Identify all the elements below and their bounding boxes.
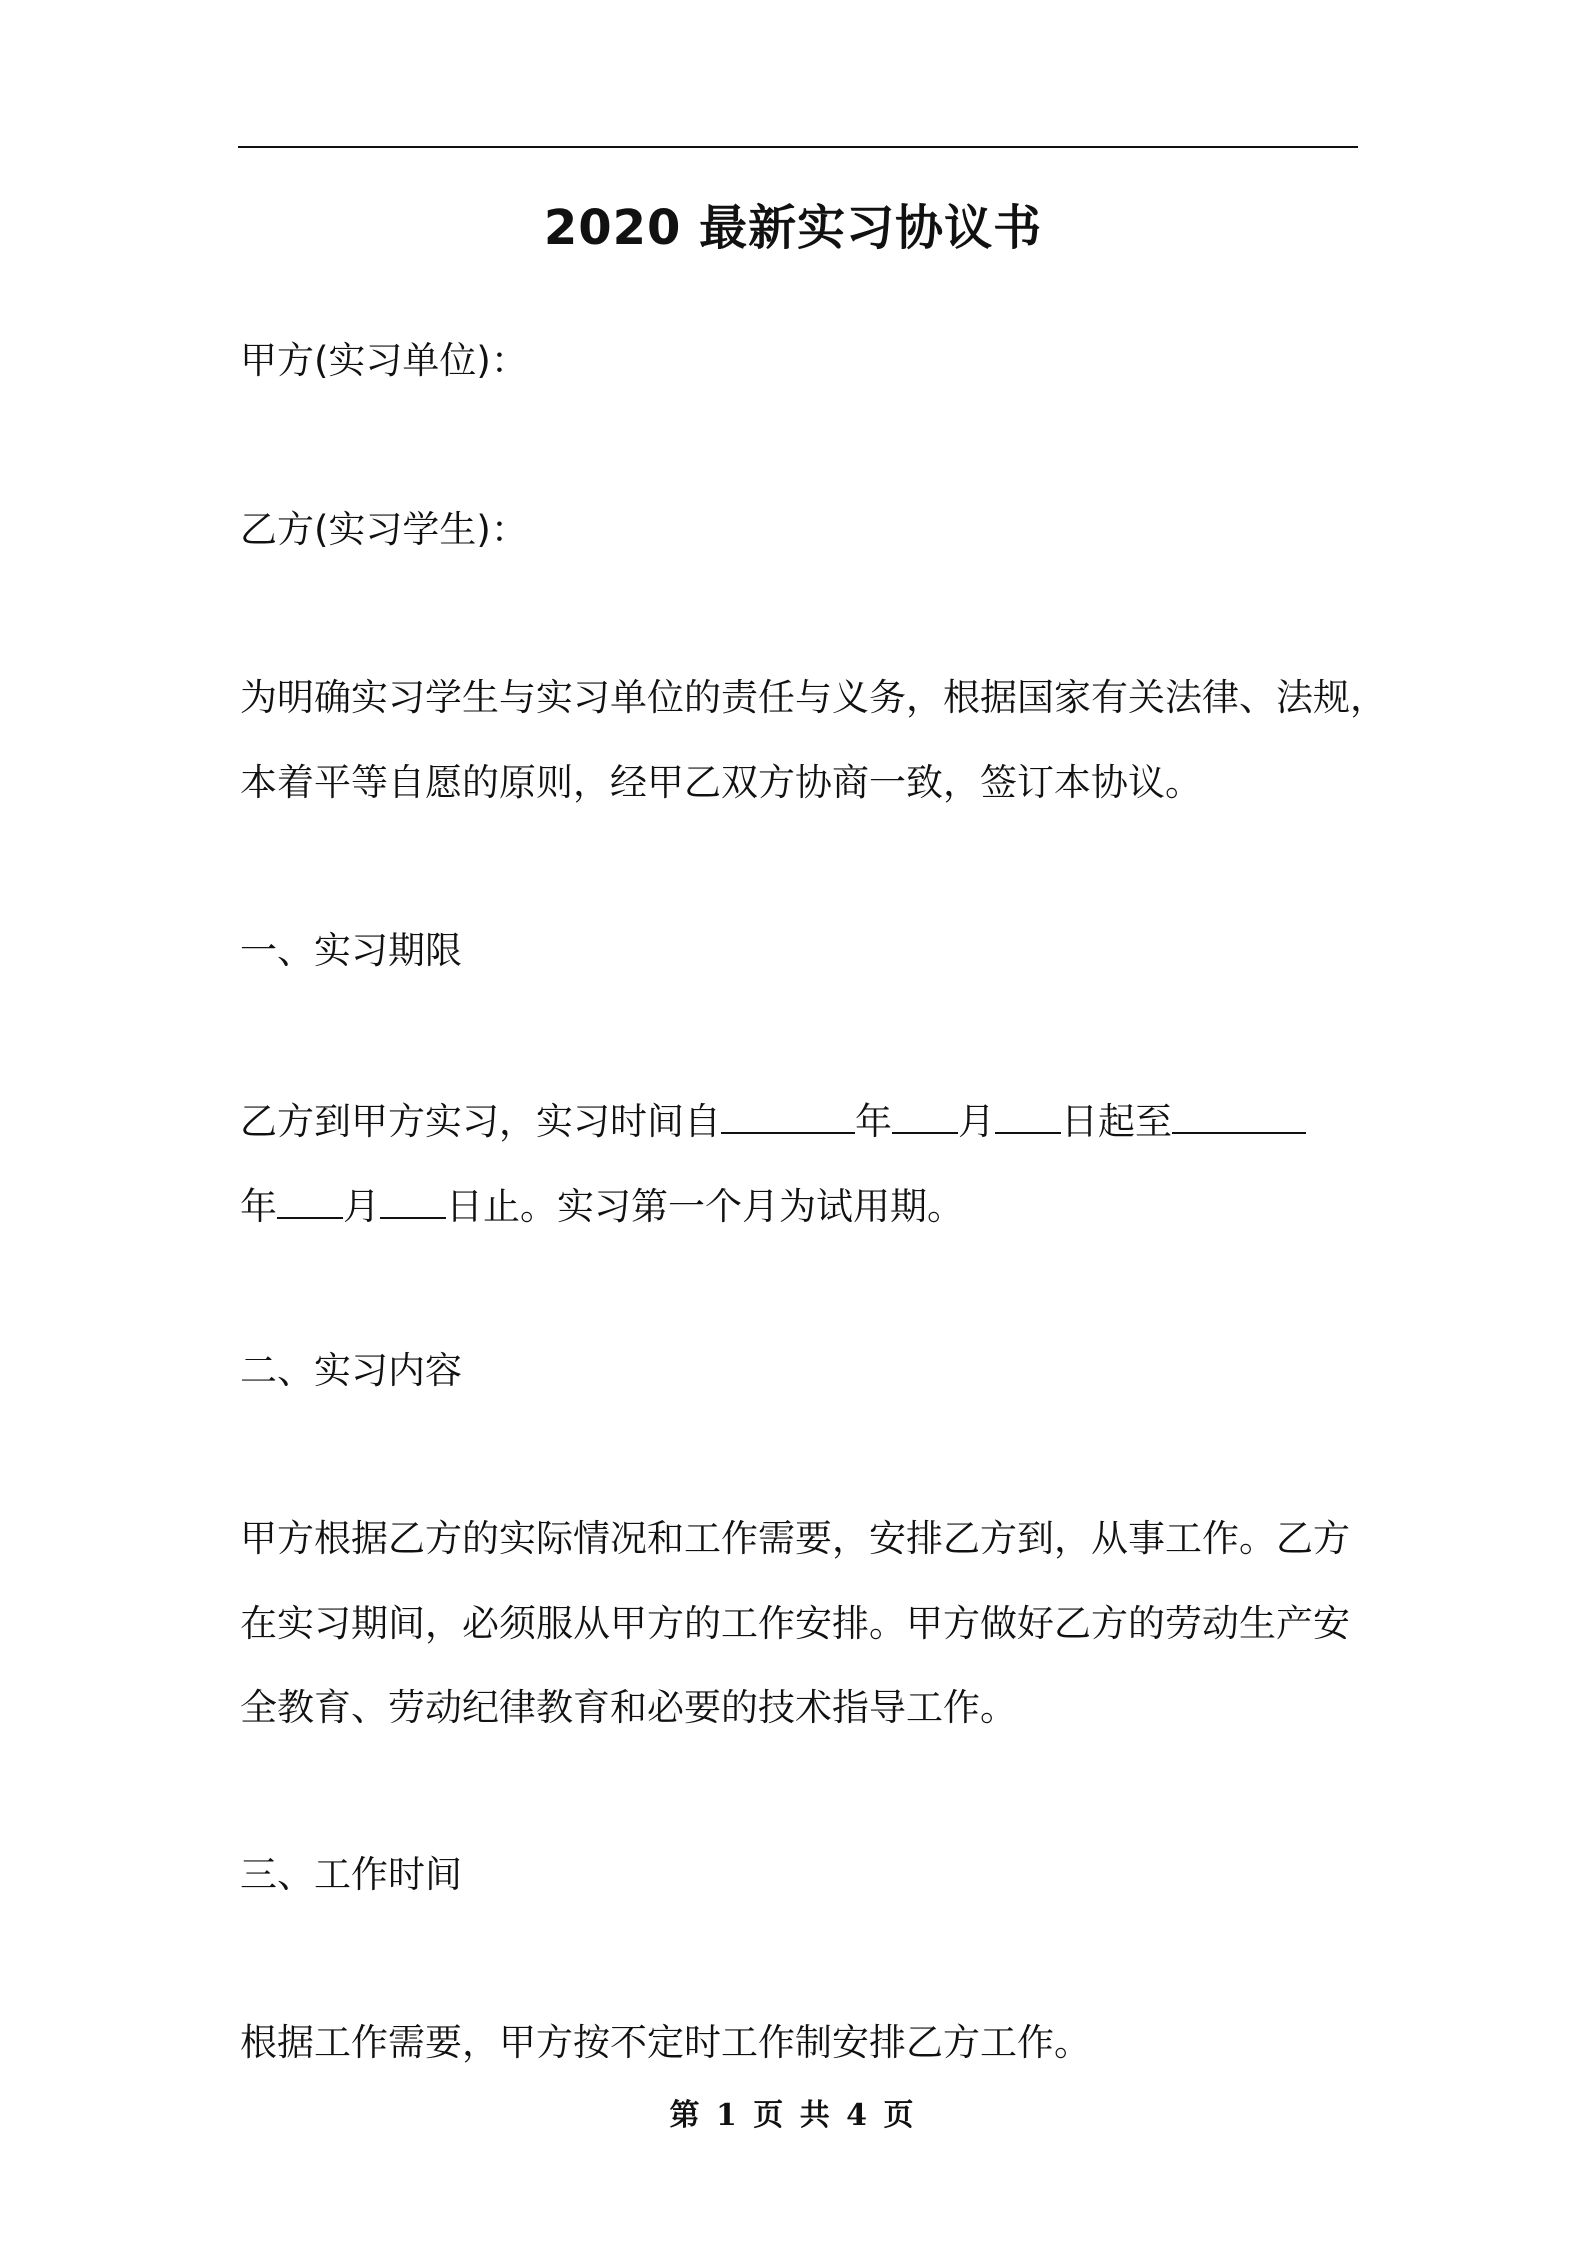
start-month-blank[interactable] [892, 1096, 958, 1134]
document-title: 2020 最新实习协议书 [543, 200, 1043, 256]
intro-line-1: 为明确实习学生与实习单位的责任与义务，根据国家有关法律、法规， [240, 676, 1387, 719]
section-1-line-1 [240, 1096, 1306, 1145]
end-year-label: 年 [240, 1185, 277, 1228]
day-to-label: 日起至 [1061, 1100, 1172, 1143]
section-3-line-1: 根据工作需要，甲方按不定时工作制安排乙方工作。 [240, 2021, 1091, 2064]
footer-prefix: 第 [669, 2098, 703, 2133]
section-2-heading: 二、实习内容 [240, 1349, 462, 1392]
end-month-label: 月 [343, 1185, 380, 1228]
section-2-line-2: 在实习期间，必须服从甲方的工作安排。甲方做好乙方的劳动生产安 [240, 1602, 1350, 1645]
intro-line-2: 本着平等自愿的原则，经甲乙双方协商一致，签订本协议。 [240, 761, 1202, 804]
section-1-heading: 一、实习期限 [240, 929, 462, 972]
section-2-line-1: 甲方根据乙方的实际情况和工作需要，安排乙方到，从事工作。乙方 [240, 1517, 1350, 1560]
party-b-label: 乙方(实习学生)： [240, 508, 528, 551]
footer-middle: 页 共 [753, 2098, 833, 2133]
section-3-heading: 三、工作时间 [240, 1853, 462, 1896]
month-label: 月 [958, 1100, 995, 1143]
end-day-blank[interactable] [380, 1181, 446, 1219]
year-label: 年 [855, 1100, 892, 1143]
footer-page-number: 1 [715, 2098, 740, 2133]
page-footer [0, 2096, 1586, 2136]
end-month-blank[interactable] [277, 1181, 343, 1219]
section-1-line-2 [240, 1181, 964, 1230]
header-rule [238, 146, 1358, 148]
footer-suffix: 页 [883, 2098, 917, 2133]
period-text-start: 乙方到甲方实习，实习时间自 [240, 1100, 721, 1143]
start-year-blank[interactable] [721, 1096, 855, 1134]
footer-total-pages: 4 [846, 2098, 871, 2133]
period-text-end: 日止。实习第一个月为试用期。 [446, 1185, 964, 1228]
section-2-line-3: 全教育、劳动纪律教育和必要的技术指导工作。 [240, 1686, 1017, 1729]
party-a-label: 甲方(实习单位)： [240, 339, 528, 382]
end-year-blank[interactable] [1172, 1096, 1306, 1134]
start-day-blank[interactable] [995, 1096, 1061, 1134]
